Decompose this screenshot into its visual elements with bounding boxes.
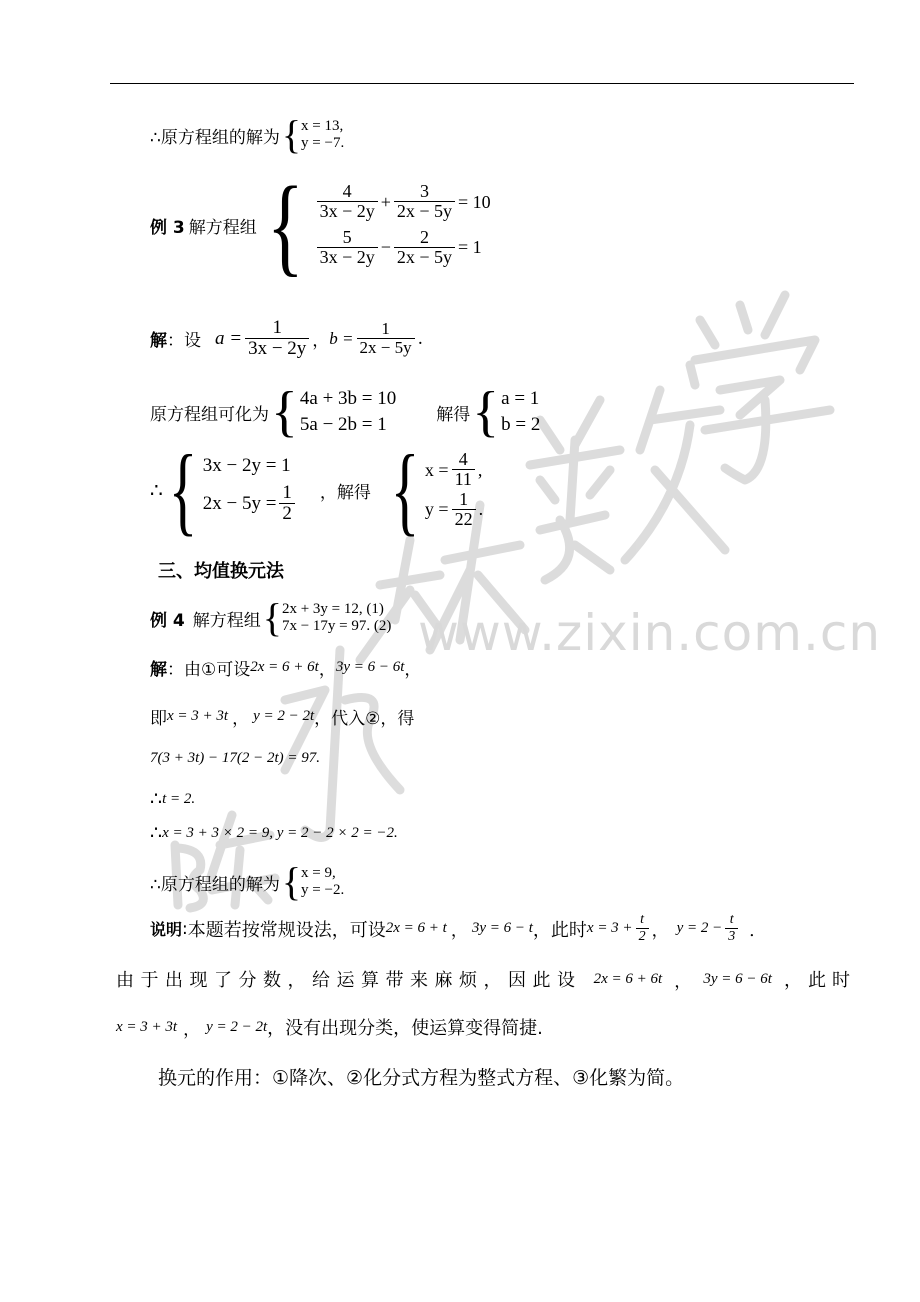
frac-3-over-2x5y: $\frac{3}{2x - 5y}$ <box>394 182 455 222</box>
example4-label: 例 4 <box>150 610 185 631</box>
note-frac-t-over-2: $\frac{t}{2}$ <box>636 913 649 944</box>
note-frac-t-over-3: $\frac{t}{3}$ <box>725 913 738 944</box>
sub-b-frac: $\frac{1}{2x - 5y}$ <box>357 320 415 358</box>
example4-eq2: 7x − 17y = 97. (2) <box>281 618 392 634</box>
watermark-url: www.zixin.com.cn <box>418 604 882 662</box>
step1-math2: 3y = 6 − 6t <box>335 659 405 675</box>
note-line-1: 说明 : 本题若按常规设法，可设 2x = 6 + t ， 3y = 6 − t ，此时 x = 3 + $\frac{t}{2}$ ， y = 2 − $\frac{t}{3}$ ． <box>150 912 767 944</box>
back-eq2-frac: $\frac{1}{2}$ <box>279 483 295 525</box>
header-rule <box>110 83 854 84</box>
sub-a-frac: $\frac{1}{3x - 2y}$ <box>245 318 309 360</box>
example3-eq2: $\frac{5}{3x - 2y}$ − $\frac{2}{2x - 5y}$ = 1 <box>314 228 491 268</box>
example3-label: 例 3 <box>150 217 185 238</box>
back-sol-y: y = $\frac{1}{22}$ . <box>424 489 484 529</box>
example4-eq1: 2x + 3y = 12, (1) <box>281 601 384 617</box>
example3-system: { $\frac{4}{3x - 2y}$ + $\frac{3}{2x - 5y}$ = 10 $\frac{5}{3x - 2y}$ − $\frac{2}{2x - 5y}$ = 1 <box>266 164 491 286</box>
example3-line <box>150 164 491 286</box>
example4-solution-line: ∴原方程组的解为 { x = 9, y = −2. <box>150 859 345 904</box>
back-solve-text: ，解得 <box>319 482 371 503</box>
frac-2-over-2x5y: $\frac{2}{2x - 5y}$ <box>394 228 455 268</box>
back-system: { 3x − 2y = 1 2x − 5y = $\frac{1}{2}$ <box>163 440 298 540</box>
frac-5-over-3x2y: $\frac{5}{3x - 2y}$ <box>317 228 378 268</box>
back-eq2: 2x − 5y = $\frac{1}{2}$ <box>203 483 298 525</box>
frac-4-over-3x2y: $\frac{4}{3x - 2y}$ <box>317 182 378 222</box>
example4-system: { 2x + 3y = 12, (1) 7x − 17y = 97. (2) <box>262 595 392 640</box>
note-label: 说明 <box>150 920 183 940</box>
example3-text: 解方程组 <box>188 217 257 238</box>
reduced-text: 原方程组可化为 <box>150 404 269 425</box>
therefore-symbol: ∴ <box>150 478 163 502</box>
jie-label: 解 <box>150 331 167 352</box>
reduced-eq1: 4a + 3b = 10 <box>299 388 397 409</box>
prev-solution-text: ∴原方程组的解为 <box>150 127 280 148</box>
back-sol-x: x = $\frac{4}{11}$ , <box>424 449 483 490</box>
reduced-system-line <box>150 381 541 443</box>
reduced-eq2: 5a − 2b = 1 <box>299 414 387 435</box>
step1-line: 解 ：由①可设 2x = 6 + 6t ， 3y = 6 − 6t ， <box>150 659 422 680</box>
reduced-system: { 4a + 3b = 10 5a − 2b = 1 <box>271 381 397 443</box>
prev-solution-system: { x = 13, y = −7. <box>281 112 345 157</box>
step3-line: 7(3 + 3t) − 17(2 − 2t) = 97. <box>150 750 321 766</box>
summary-line: 换元的作用：①降次、②化分式方程为整式方程、③化繁为简。 <box>158 1067 685 1089</box>
step4-line: ∴ t = 2 . <box>150 788 196 810</box>
step2-math1: x = 3 + 3t <box>167 708 229 724</box>
reduced-solve-text: 解得 <box>436 404 471 425</box>
step2-line: 即 x = 3 + 3t ， y = 2 − 2t ，代入②，得 <box>150 708 415 729</box>
note-line-3: x = 3 + 3t ， y = 2 − 2t ，没有出现分类，使运算变得简捷. <box>116 1018 543 1040</box>
step1-math1: 2x = 6 + 6t <box>250 659 319 675</box>
sub-a-lhs: a = <box>215 327 243 349</box>
back-solution: { x = $\frac{4}{11}$ , y = $\frac{1}{22}$ . <box>390 434 484 545</box>
prev-solution-line <box>150 112 345 157</box>
example4-solution: { x = 9, y = −2. <box>281 859 345 904</box>
section3-heading: 三、均值换元法 <box>158 561 284 582</box>
reduced-solution: { a = 1 b = 2 <box>472 381 541 443</box>
reduced-sol-b: b = 2 <box>501 414 541 435</box>
prev-solution-x: x = 13, <box>301 118 344 134</box>
substitution-text: ：设 <box>167 331 201 352</box>
back-eq1: 3x − 2y = 1 <box>202 455 291 477</box>
reduced-sol-a: a = 1 <box>501 388 540 409</box>
prev-solution-y: y = −7. <box>301 135 345 151</box>
sub-b-lhs: b = <box>329 328 354 348</box>
step2-math2: y = 2 − 2t <box>253 708 315 724</box>
note-line-2: 由于出现了分数，给运算带来麻烦，因此设 2x = 6 + 6t ， 3y = 6 − 6t ，此时 <box>116 970 856 992</box>
back-system-line <box>150 434 484 545</box>
example4-line <box>150 595 392 640</box>
example4-text: 解方程组 <box>192 610 261 631</box>
example3-eq1: $\frac{4}{3x - 2y}$ + $\frac{3}{2x - 5y}$ = 10 <box>314 182 491 222</box>
step5-line: ∴ x = 3 + 3 × 2 = 9, y = 2 − 2 × 2 = −2. <box>150 822 398 844</box>
substitution-line: 解 ：设 a = $\frac{1}{3x - 2y}$ ， b = $\frac{1}{2x - 5y}$ . <box>150 317 424 359</box>
